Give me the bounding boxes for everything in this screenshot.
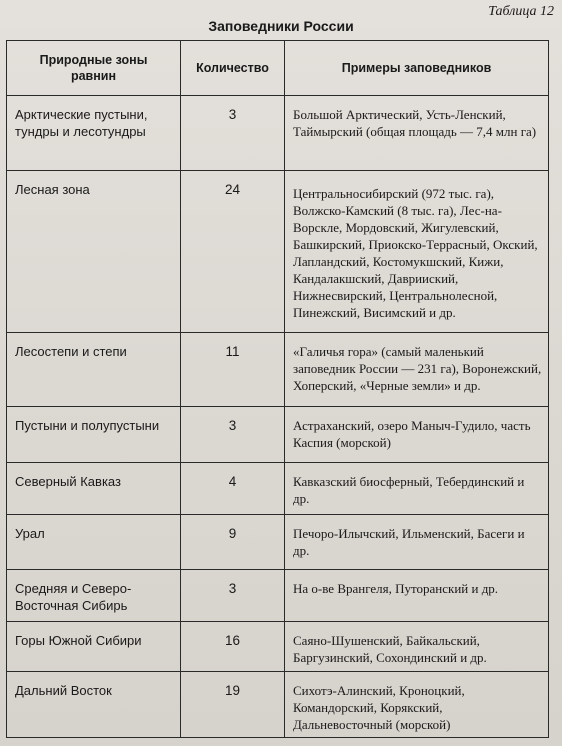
zone-cell: Лесостепи и степи (7, 333, 181, 407)
table-title: Заповедники России (208, 18, 354, 34)
count-cell: 19 (181, 672, 285, 738)
table-row (7, 407, 549, 463)
examples-cell: «Галичья гора» (самый маленький заповедник России — 231 га), Воронежский, Хоперский, «Черные земли» и др. (285, 333, 549, 407)
table-row (7, 515, 549, 570)
count-cell: 24 (181, 171, 285, 333)
zone-cell: Урал (7, 515, 181, 570)
count-cell: 4 (181, 463, 285, 515)
zone-cell: Средняя и Северо-Восточная Сибирь (7, 570, 181, 622)
table-row (7, 672, 549, 738)
zone-cell: Северный Кавказ (7, 463, 181, 515)
count-cell: 3 (181, 407, 285, 463)
zone-cell: Пустыни и полупустыни (7, 407, 181, 463)
count-cell: 16 (181, 622, 285, 672)
table-row (7, 171, 549, 333)
table-row (7, 96, 549, 171)
zone-cell: Дальний Восток (7, 672, 181, 738)
examples-cell: На о-ве Врангеля, Путоранский и др. (285, 570, 549, 622)
zone-cell: Горы Южной Сибири (7, 622, 181, 672)
count-cell: 3 (181, 96, 285, 171)
examples-cell: Саяно-Шушенский, Байкальский, Баргузинский, Сохондинский и др. (285, 622, 549, 672)
reserves-table (6, 40, 549, 738)
table-row (7, 570, 549, 622)
header-zone: Природные зоны равнин (7, 41, 181, 96)
examples-cell: Астраханский, озеро Маныч-Гудило, часть Каспия (морской) (285, 407, 549, 463)
examples-cell: Кавказский биосферный, Тебердинский и др. (285, 463, 549, 515)
examples-cell: Печоро-Илычский, Ильменский, Басеги и др. (285, 515, 549, 570)
examples-cell: Сихотэ-Алинский, Кроноцкий, Командорский, Корякский, Дальневосточный (морской) (285, 672, 549, 738)
zone-cell: Лесная зона (7, 171, 181, 333)
header-examples: Примеры заповедников (285, 41, 549, 96)
count-cell: 3 (181, 570, 285, 622)
table-row (7, 333, 549, 407)
count-cell: 11 (181, 333, 285, 407)
table-row (7, 622, 549, 672)
zone-cell: Арктические пустыни, тундры и лесотундры (7, 96, 181, 171)
table-number: Таблица 12 (488, 4, 554, 19)
examples-cell: Большой Арктический, Усть-Ленский, Таймырский (общая площадь — 7,4 млн га) (285, 96, 549, 171)
header-count: Количество (181, 41, 285, 96)
examples-cell: Центральносибирский (972 тыс. га), Волжско-Камский (8 тыс. га), Лес-на-Ворскле, Мордовский, Жигулевский, Башкирский, Приокско-Террасный, Окский, Лапландский, Костомукшский, Кижи, Кандалакшский, Даврииский, Нижнесвирский, Центральнолесной, Пинежский, Висимский и др. (285, 171, 549, 333)
count-cell: 9 (181, 515, 285, 570)
table-row (7, 463, 549, 515)
header-row (7, 41, 549, 96)
